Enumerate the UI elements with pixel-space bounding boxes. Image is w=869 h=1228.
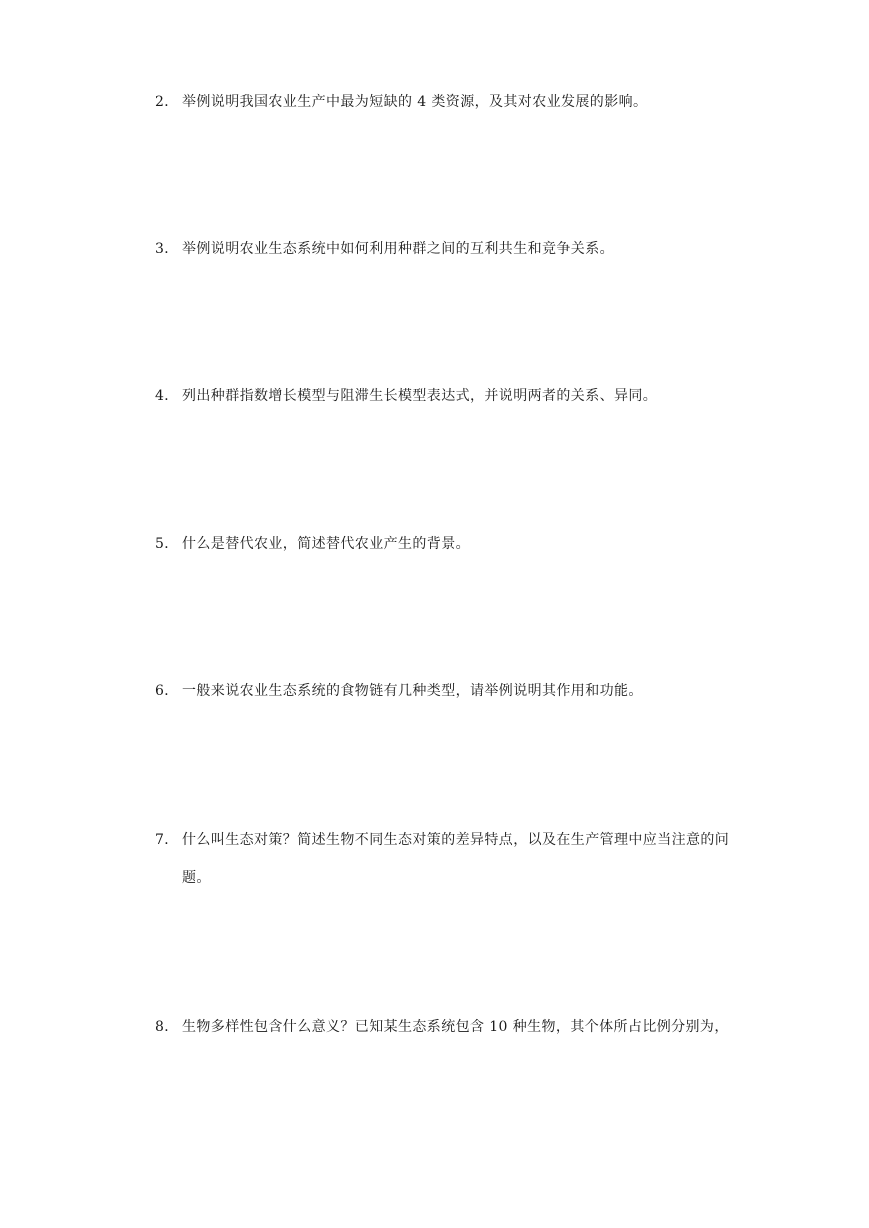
question-text: 列出种群指数增长模型与阻滞生长模型表达式，并说明两者的关系、异同。 bbox=[182, 388, 658, 404]
question-number: 4． bbox=[155, 388, 179, 404]
question-text: 什么是替代农业，简述替代农业产生的背景。 bbox=[182, 536, 470, 552]
question-4 bbox=[155, 377, 755, 415]
question-number: 6． bbox=[155, 683, 179, 699]
question-6 bbox=[155, 672, 755, 710]
question-text: 一般来说农业生态系统的食物链有几种类型，请举例说明其作用和功能。 bbox=[182, 683, 643, 699]
question-text: 什么叫生态对策？简述生物不同生态对策的差异特点，以及在生产管理中应当注意的问题。 bbox=[182, 832, 730, 886]
question-5 bbox=[155, 525, 755, 563]
question-7 bbox=[155, 821, 755, 897]
question-number: 7． bbox=[155, 832, 179, 848]
question-number: 8． bbox=[155, 1019, 179, 1035]
question-text: 举例说明我国农业生产中最为短缺的 4 类资源，及其对农业发展的影响。 bbox=[182, 94, 648, 110]
question-2 bbox=[155, 83, 755, 121]
question-3 bbox=[155, 230, 755, 268]
question-number: 2． bbox=[155, 94, 179, 110]
question-text: 生物多样性包含什么意义？已知某生态系统包含 10 种生物，其个体所占比例分别为， bbox=[182, 1019, 729, 1035]
question-text: 举例说明农业生态系统中如何利用种群之间的互利共生和竞争关系。 bbox=[182, 241, 614, 257]
question-number: 5． bbox=[155, 536, 179, 552]
question-number: 3． bbox=[155, 241, 179, 257]
question-8 bbox=[155, 1008, 755, 1046]
